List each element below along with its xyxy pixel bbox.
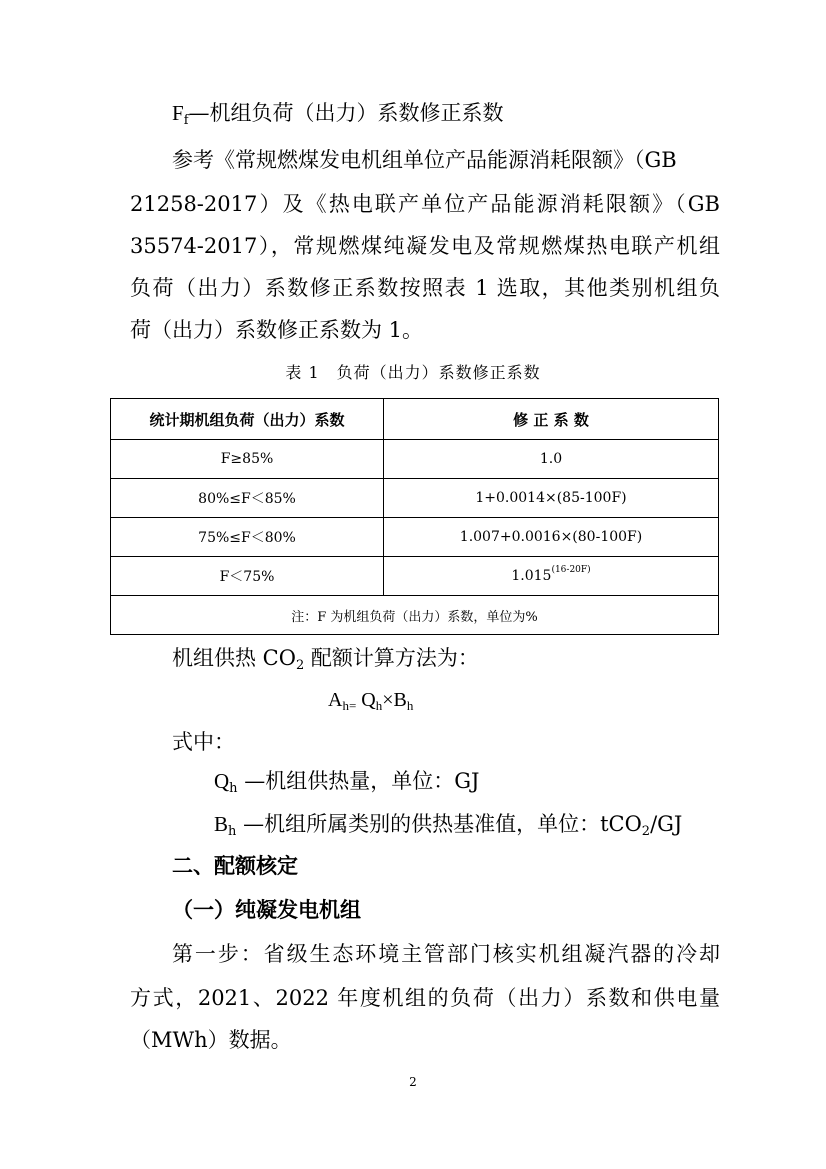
step-line-3: （MWh）数据。 [130,1028,292,1052]
load-range-cell: F＜75% [111,557,384,596]
correction-coefficient-table [110,398,719,635]
formula-a-sub: h= [342,698,357,713]
bh-unit-post: /GJ [650,812,683,836]
bh-description: —机组所属类别的供热基准值，单位：tCO [236,812,642,836]
where-label: 式中： [172,730,235,754]
heat-quota-formula [328,686,413,714]
coefficient-exponent: (16-20F) [551,565,591,575]
coefficient-cell: 1.0 [384,440,719,479]
table-row [111,479,719,518]
paragraph-line-5: 荷（出力）系数修正系数为 1。 [130,318,424,342]
table-row [111,440,719,479]
qh-description: —机组供热量，单位：GJ [237,769,480,793]
load-range-cell: 75%≤F＜80% [111,518,384,557]
heat-quota-intro [172,644,762,672]
load-range-cell: F≥85% [111,440,384,479]
table-caption: 表 1 负荷（出力）系数修正系数 [285,363,541,382]
coefficient-base: 1.015 [511,568,552,584]
header-load-factor: 统计期机组负荷（出力）系数 [111,399,384,440]
qh-definition [214,767,804,795]
intro-text-pre: 机组供热 CO [172,646,296,670]
paragraph-line-3: 35574-2017），常规燃煤纯凝发电及常规燃煤热电联产机组 [130,234,720,258]
bh-definition [214,810,804,838]
subsection-title: （一）纯凝发电机组 [172,898,361,922]
formula-q: Q [356,689,376,711]
intro-co2-subscript: 2 [295,658,305,673]
qh-subscript: h [229,781,238,796]
paragraph-line-2: 21258-2017）及《热电联产单位产品能源消耗限额》（GB [130,192,720,216]
bh-symbol: B [214,812,229,836]
coefficient-cell [384,557,719,596]
table-row [111,518,719,557]
table-note: 注：F 为机组负荷（出力）系数，单位为% [111,596,719,635]
coefficient-cell: 1.007+0.0016×(80-100F) [384,518,719,557]
step-line-2: 方式，2021、2022 年度机组的负荷（出力）系数和供电量 [130,986,720,1010]
qh-symbol: Q [214,769,230,793]
formula-b: B [393,689,407,711]
ff-definition [172,99,762,127]
formula-q-sub: h [375,698,383,713]
bh-unit-subscript: 2 [641,824,651,839]
section-title: 二、配额核定 [172,854,298,878]
intro-text-post: 配额计算方法为： [304,646,479,670]
ff-subscript: f [183,113,189,128]
coefficient-cell: 1+0.0014×(85-100F) [384,479,719,518]
ff-symbol: F [172,101,184,125]
paragraph-line-4: 负荷（出力）系数修正系数按照表 1 选取，其他类别机组负 [130,276,720,300]
page-number: 2 [409,1075,417,1089]
bh-subscript: h [228,824,237,839]
ff-description: —机组负荷（出力）系数修正系数 [188,101,504,125]
header-coefficient: 修 正 系 数 [384,399,719,440]
table-note-row [111,596,719,635]
table-header-row [111,399,719,440]
paragraph-line-1: 参考《常规燃煤发电机组单位产品能源消耗限额》（GB [172,148,677,172]
formula-times: × [382,689,394,711]
step-line-1: 第一步：省级生态环境主管部门核实机组凝汽器的冷却 [172,942,720,966]
formula-a: A [328,689,343,711]
load-range-cell: 80%≤F＜85% [111,479,384,518]
formula-b-sub: h [406,698,414,713]
table-row [111,557,719,596]
